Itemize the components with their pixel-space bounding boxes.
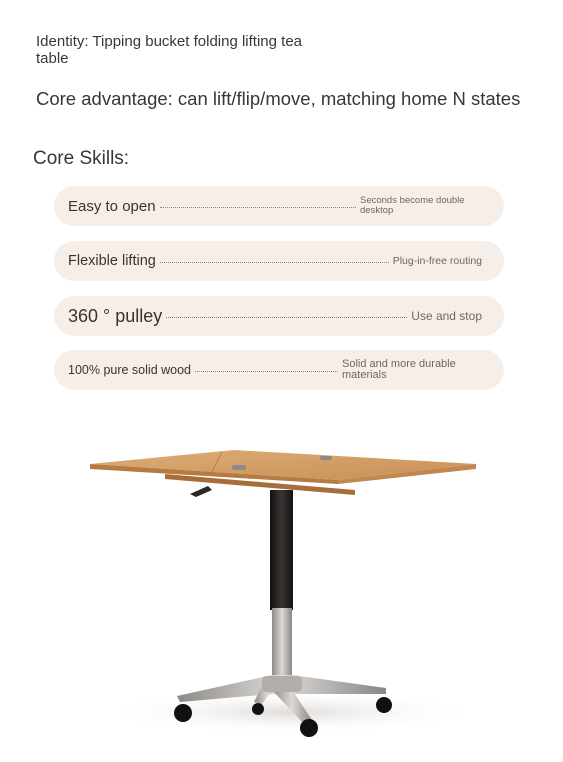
skill-pill-pulley bbox=[54, 296, 504, 336]
skill-pill-easy-to-open bbox=[54, 186, 504, 226]
identity-text: Identity: Tipping bucket folding lifting tea table bbox=[36, 33, 303, 67]
skill-name: 100% pure solid wood bbox=[68, 363, 191, 377]
metal-column bbox=[272, 608, 292, 680]
skill-name: Easy to open bbox=[68, 197, 156, 215]
skill-name: Flexible lifting bbox=[68, 253, 156, 269]
skill-description: Use and stop bbox=[411, 309, 482, 323]
dotted-leader bbox=[160, 262, 389, 263]
skill-name: 360 ° pulley bbox=[68, 305, 163, 326]
dotted-leader bbox=[160, 207, 356, 208]
skill-description: Plug-in-free routing bbox=[392, 255, 482, 267]
table-top bbox=[90, 450, 476, 495]
dotted-leader bbox=[195, 371, 338, 372]
product-table-image bbox=[0, 420, 563, 762]
core-advantage-text: Core advantage: can lift/flip/move, matching home N states bbox=[36, 88, 521, 109]
lift-column bbox=[270, 490, 293, 610]
skill-description: Solid and more durable materials bbox=[342, 357, 456, 381]
core-skills-heading: Core Skills: bbox=[33, 148, 130, 169]
lift-lever bbox=[190, 486, 212, 497]
dotted-leader bbox=[166, 317, 407, 318]
skill-pill-flexible-lifting bbox=[54, 241, 504, 281]
skill-pill-solid-wood bbox=[54, 350, 504, 390]
skill-description: Seconds become double desktop bbox=[360, 194, 465, 216]
